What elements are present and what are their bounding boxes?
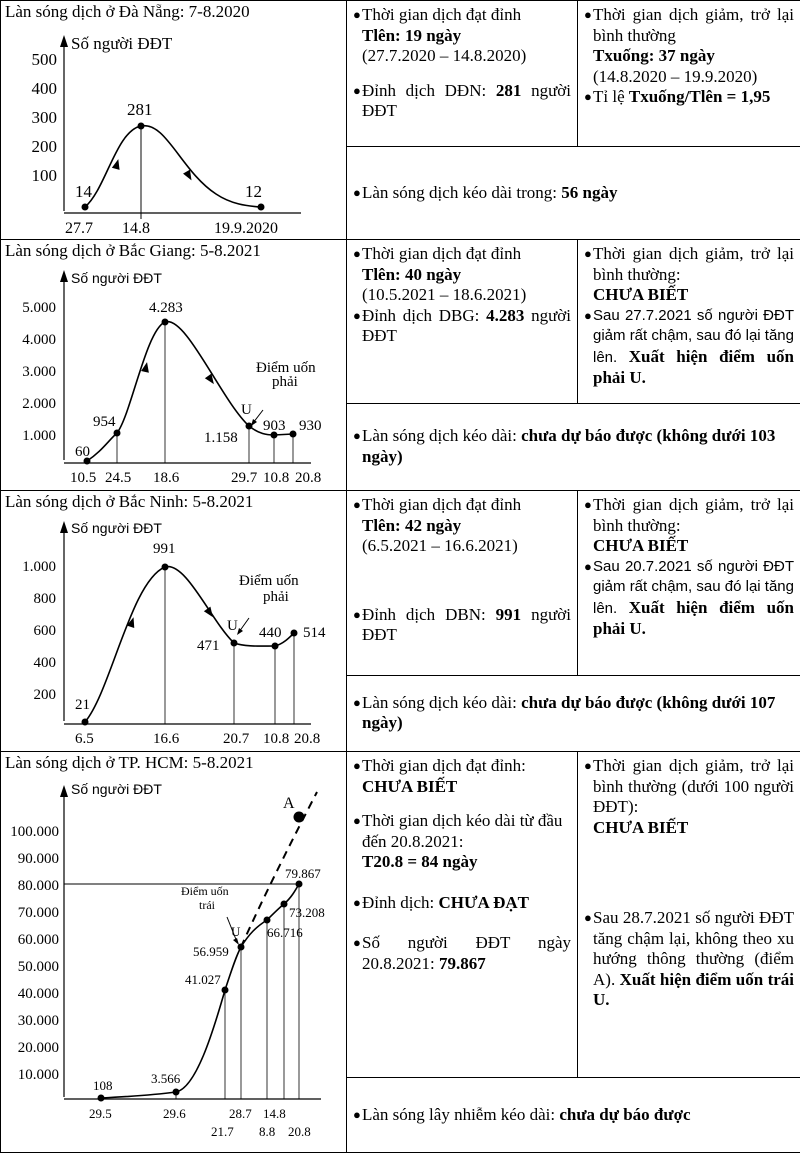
- hcm-xtick: 29.6: [163, 1106, 186, 1121]
- bg-decline-cell: ● Thời gian dịch giảm, trở lại bình thường: CHƯA BIẾT ● Sau 27.7.2021 số người ĐĐT giảm rất chậm, sau đó lại tăng lên. Xuất hiện điểm uốn phải U.: [578, 240, 800, 404]
- dn-c1-p3: người ĐĐT: [362, 81, 571, 121]
- hcm-ytick: 50.000: [18, 959, 59, 975]
- bn-label: 440: [259, 625, 282, 641]
- hcm-decline-cell: ● Thời gian dịch giảm, trở lại bình thường (dưới 100 người ĐĐT): CHƯA BIẾT ● Sau 28.7.2021 số người ĐĐT tăng chậm lại, không theo xu hướng thông thường (điểm A). Xuất hiện điểm uốn trái U.: [578, 752, 800, 1078]
- dn-dur-t2: 56 ngày: [561, 183, 617, 202]
- bn-c2-s1: Sau 20.7.2021 số người ĐĐT giảm rất chậm, sau đó lại tăng lên.: [593, 558, 794, 617]
- bn-label: 21: [75, 697, 90, 713]
- bg-chart: [1, 240, 345, 488]
- dn-chart-title: Làn sóng dịch ở Đà Nẵng: 7-8.2020: [5, 2, 250, 22]
- hcm-inflect: trái: [199, 898, 216, 912]
- bn-xtick: 16.6: [153, 731, 180, 747]
- bn-ytick: 400: [34, 655, 57, 671]
- dn-xtick: 19.9.2020: [214, 220, 278, 237]
- bn-ytick: 200: [34, 687, 57, 703]
- bn-c2-t1: Thời gian dịch giảm, trở lại bình thường:: [593, 495, 794, 535]
- dn-label: 14: [75, 182, 93, 201]
- dn-duration-cell: ● Làn sóng dịch kéo dài trong: 56 ngày: [347, 146, 800, 239]
- hcm-label: 56.959: [193, 944, 229, 959]
- bn-xtick: 20.7: [223, 731, 250, 747]
- bg-ytick: 4.000: [22, 332, 56, 348]
- bg-label: 4.283: [149, 300, 183, 316]
- bg-chart-title: Làn sóng dịch ở Bắc Giang: 5-8.2021: [5, 241, 261, 261]
- bg-c1-p3: người ĐĐT: [362, 306, 571, 346]
- bg-c2-t2: CHƯA BIẾT: [593, 285, 688, 304]
- hcm-xtick: 20.8: [288, 1124, 311, 1139]
- dn-c2-t2: Txuống: 37 ngày: [593, 46, 715, 65]
- hcm-xtick: 8.8: [259, 1124, 275, 1139]
- dn-label: 281: [127, 100, 153, 119]
- dn-ytick: 300: [32, 108, 58, 127]
- bg-c2-s2: Xuất hiện điểm uốn phải U.: [593, 347, 794, 388]
- bn-c1-t2: Tlên: 42 ngày: [362, 516, 461, 535]
- hcm-c2-s2: Xuất hiện điểm uốn trái U.: [593, 970, 794, 1010]
- dn-c1-p2: 281: [496, 81, 522, 100]
- dn-c1-t3: (27.7.2020 – 14.8.2020): [362, 46, 526, 65]
- hcm-xtick: 21.7: [211, 1124, 234, 1139]
- dn-c2-r2: Txuống/Tlên = 1,95: [629, 87, 770, 106]
- hcm-ytick: 80.000: [18, 878, 59, 894]
- dn-c2-t1: Thời gian dịch giảm, trở lại bình thường: [593, 5, 794, 45]
- bg-chart-cell: [1, 240, 347, 491]
- dn-ytick: 200: [32, 137, 58, 156]
- hcm-label: 108: [93, 1078, 113, 1093]
- bn-ytick: 1.000: [22, 559, 56, 575]
- bn-xtick: 6.5: [75, 731, 94, 747]
- hcm-a: A: [283, 795, 295, 812]
- bg-label: 954: [93, 414, 116, 430]
- hcm-label: 73.208: [289, 905, 325, 920]
- dn-decline-cell: ● Thời gian dịch giảm, trở lại bình thường Txuống: 37 ngày (14.8.2020 – 19.9.2020) ● Tỉ lệ Txuống/Tlên = 1,95: [578, 1, 800, 147]
- bn-inflect: Điểm uốn: [239, 573, 299, 589]
- hcm-ytick: 40.000: [18, 986, 59, 1002]
- hcm-c1-t1: Thời gian dịch đạt đỉnh:: [362, 756, 526, 775]
- hcm-c1-k2: T20.8 = 84 ngày: [362, 852, 477, 871]
- bg-label: 903: [263, 418, 286, 434]
- bg-ytick: 5.000: [22, 300, 56, 316]
- dn-c1-p1: Đỉnh dịch DĐN:: [362, 81, 496, 100]
- bg-label: 1.158: [204, 430, 238, 446]
- dn-point: [82, 204, 89, 211]
- bn-c1-t3: (6.5.2021 – 16.6.2021): [362, 536, 518, 555]
- bn-label: 514: [303, 625, 326, 641]
- bg-xtick: 24.5: [105, 470, 131, 486]
- hcm-ytick: 60.000: [18, 932, 59, 948]
- hcm-label: 3.566: [151, 1071, 181, 1086]
- hcm-ytick: 90.000: [18, 851, 59, 867]
- bg-xtick: 18.6: [153, 470, 180, 486]
- bg-dur-t1: Làn sóng dịch kéo dài:: [362, 426, 521, 445]
- bg-label: 60: [75, 444, 90, 460]
- dn-chart: [1, 1, 345, 237]
- hcm-dur-t1: Làn sóng lây nhiễm kéo dài:: [362, 1105, 559, 1124]
- dn-c1-t2: Tlên: 19 ngày: [362, 26, 461, 45]
- bn-c1-t1: Thời gian dịch đạt đỉnh: [362, 495, 521, 514]
- hcm-peak-cell: ● Thời gian dịch đạt đỉnh: CHƯA BIẾT ● Thời gian dịch kéo dài từ đầu đến 20.8.2021: T20.8 = 84 ngày ● Đỉnh dịch: CHƯA ĐẠT ● Số người ĐĐT ngày 20.8.2021: 79.867: [347, 752, 578, 1078]
- bg-c2-t1: Thời gian dịch giảm, trở lại bình thường:: [593, 244, 794, 284]
- dn-point: [258, 204, 265, 211]
- hcm-chart: [1, 752, 345, 1150]
- hcm-ytick: 70.000: [18, 905, 59, 921]
- bn-chart: [1, 491, 345, 749]
- bn-duration-cell: ● Làn sóng dịch kéo dài: chưa dự báo được (không dưới 107 ngày): [347, 675, 800, 751]
- hcm-chart-cell: [1, 752, 347, 1153]
- dn-chart-cell: [1, 1, 347, 240]
- hcm-ylabel: Số người ĐĐT: [71, 781, 162, 797]
- hcm-label: 41.027: [185, 972, 221, 987]
- hcm-c2-s1: Sau 28.7.2021 số người ĐĐT tăng chậm lại, không theo xu hướng thông thường (điểm A).: [593, 908, 794, 989]
- bn-xtick: 10.8: [263, 731, 289, 747]
- hcm-c2-t2: CHƯA BIẾT: [593, 818, 688, 837]
- bg-u: U: [241, 402, 252, 418]
- hcm-ytick: 30.000: [18, 1013, 59, 1029]
- bg-xtick: 29.7: [231, 470, 258, 486]
- bn-label: 991: [153, 541, 176, 557]
- dn-ytick: 500: [32, 50, 58, 69]
- bn-c2-t2: CHƯA BIẾT: [593, 536, 688, 555]
- dn-xtick: 14.8: [122, 220, 150, 237]
- bg-c1-t2: Tlên: 40 ngày: [362, 265, 461, 284]
- bg-ytick: 1.000: [22, 428, 56, 444]
- dn-curve: [85, 126, 261, 207]
- bg-c1-p1: Đỉnh dịch DBG:: [362, 306, 486, 325]
- bn-xtick: 20.8: [294, 731, 320, 747]
- dn-c2-r1: Tỉ lệ: [593, 87, 629, 106]
- bn-c1-p2: 991: [496, 605, 522, 624]
- dn-ylabel: Số người ĐĐT: [71, 34, 173, 53]
- hcm-c1-k1: Thời gian dịch kéo dài từ đầu đến 20.8.2021:: [362, 811, 562, 851]
- hcm-c2-t1: Thời gian dịch giảm, trở lại bình thường (dưới 100 người ĐĐT):: [593, 756, 794, 816]
- dn-xtick: 27.7: [65, 220, 93, 237]
- bg-inflect: phải: [272, 374, 298, 390]
- bn-decline-cell: ● Thời gian dịch giảm, trở lại bình thường: CHƯA BIẾT ● Sau 20.7.2021 số người ĐĐT giảm rất chậm, sau đó lại tăng lên. Xuất hiện điểm uốn phải U.: [578, 491, 800, 676]
- bg-inflect: Điểm uốn: [256, 360, 316, 376]
- dn-dur-t1: Làn sóng dịch kéo dài trong:: [362, 183, 561, 202]
- hcm-c1-p2: CHƯA ĐẠT: [439, 893, 530, 912]
- dn-point: [138, 123, 145, 130]
- bn-c1-p3: người ĐĐT: [362, 605, 571, 645]
- bn-inflect: phải: [263, 589, 289, 605]
- hcm-ytick: 100.000: [10, 824, 59, 840]
- bg-ytick: 3.000: [22, 364, 56, 380]
- hcm-c1-n2: 79.867: [439, 954, 486, 973]
- bg-c1-t3: (10.5.2021 – 18.6.2021): [362, 285, 526, 304]
- bg-ytick: 2.000: [22, 396, 56, 412]
- bg-xtick: 10.8: [263, 470, 289, 486]
- dn-ytick: 100: [32, 166, 58, 185]
- dn-label: 12: [245, 182, 262, 201]
- bn-u: U: [227, 618, 238, 634]
- bg-xtick: 20.8: [295, 470, 321, 486]
- hcm-dur-t2: chưa dự báo được: [559, 1105, 690, 1124]
- bn-dur-t2: chưa dự báo được (không dưới 107 ngày): [362, 693, 775, 733]
- bn-chart-title: Làn sóng dịch ở Bắc Ninh: 5-8.2021: [5, 492, 253, 512]
- hcm-u: U: [231, 924, 241, 939]
- hcm-inflect: Điểm uốn: [181, 884, 229, 898]
- bg-xtick: 10.5: [70, 470, 96, 486]
- bn-c2-s2: Xuất hiện điểm uốn phải U.: [593, 598, 794, 639]
- bg-duration-cell: ● Làn sóng dịch kéo dài: chưa dự báo được (không dưới 103 ngày): [347, 403, 800, 490]
- hcm-chart-title: Làn sóng dịch ở TP. HCM: 5-8.2021: [5, 753, 254, 773]
- dn-c1-t1: Thời gian dịch đạt đỉnh: [362, 5, 521, 24]
- hcm-c1-p1: Đỉnh dịch:: [362, 893, 439, 912]
- dn-ytick: 400: [32, 79, 58, 98]
- bn-dur-t1: Làn sóng dịch kéo dài:: [362, 693, 521, 712]
- hcm-c1-n1: Số người ĐĐT ngày 20.8.2021:: [362, 933, 571, 973]
- bn-chart-cell: [1, 491, 347, 752]
- bg-c1-p2: 4.283: [486, 306, 524, 325]
- bn-c1-p1: Đỉnh dịch DBN:: [362, 605, 496, 624]
- bn-peak-cell: ● Thời gian dịch đạt đỉnh Tlên: 42 ngày (6.5.2021 – 16.6.2021) ● Đỉnh dịch DBN: 991 người ĐĐT: [347, 491, 578, 676]
- bn-ytick: 600: [34, 623, 57, 639]
- hcm-ytick: 10.000: [18, 1067, 59, 1083]
- bn-label: 471: [197, 638, 220, 654]
- dn-yticks: [32, 50, 58, 185]
- dn-c2-t3: (14.8.2020 – 19.9.2020): [593, 67, 757, 86]
- hcm-ytick: 20.000: [18, 1040, 59, 1056]
- bn-ylabel: Số người ĐĐT: [71, 520, 162, 536]
- hcm-duration-cell: ● Làn sóng lây nhiễm kéo dài: chưa dự báo được: [347, 1077, 800, 1152]
- bg-dur-t2: chưa dự báo được (không dưới 103 ngày): [362, 426, 775, 466]
- bn-ytick: 800: [34, 591, 57, 607]
- dn-peak-cell: ● Thời gian dịch đạt đỉnh Tlên: 19 ngày (27.7.2020 – 14.8.2020) ● Đỉnh dịch DĐN: 281 người ĐĐT: [347, 1, 578, 147]
- hcm-label: 66.716: [267, 925, 303, 940]
- hcm-xtick: 14.8: [263, 1106, 286, 1121]
- hcm-xtick: 28.7: [229, 1106, 252, 1121]
- bg-label: 930: [299, 418, 322, 434]
- bg-peak-cell: ● Thời gian dịch đạt đỉnh Tlên: 40 ngày (10.5.2021 – 18.6.2021) ● Đỉnh dịch DBG: 4.283 người ĐĐT: [347, 240, 578, 404]
- bg-c1-t1: Thời gian dịch đạt đỉnh: [362, 244, 521, 263]
- hcm-c1-t2: CHƯA BIẾT: [362, 777, 457, 796]
- hcm-label: 79.867: [285, 866, 321, 881]
- bg-ylabel: Số người ĐĐT: [71, 270, 162, 286]
- hcm-xtick: 29.5: [89, 1106, 112, 1121]
- bg-c2-s1: Sau 27.7.2021 số người ĐĐT giảm rất chậm, sau đó lại tăng lên.: [593, 307, 794, 366]
